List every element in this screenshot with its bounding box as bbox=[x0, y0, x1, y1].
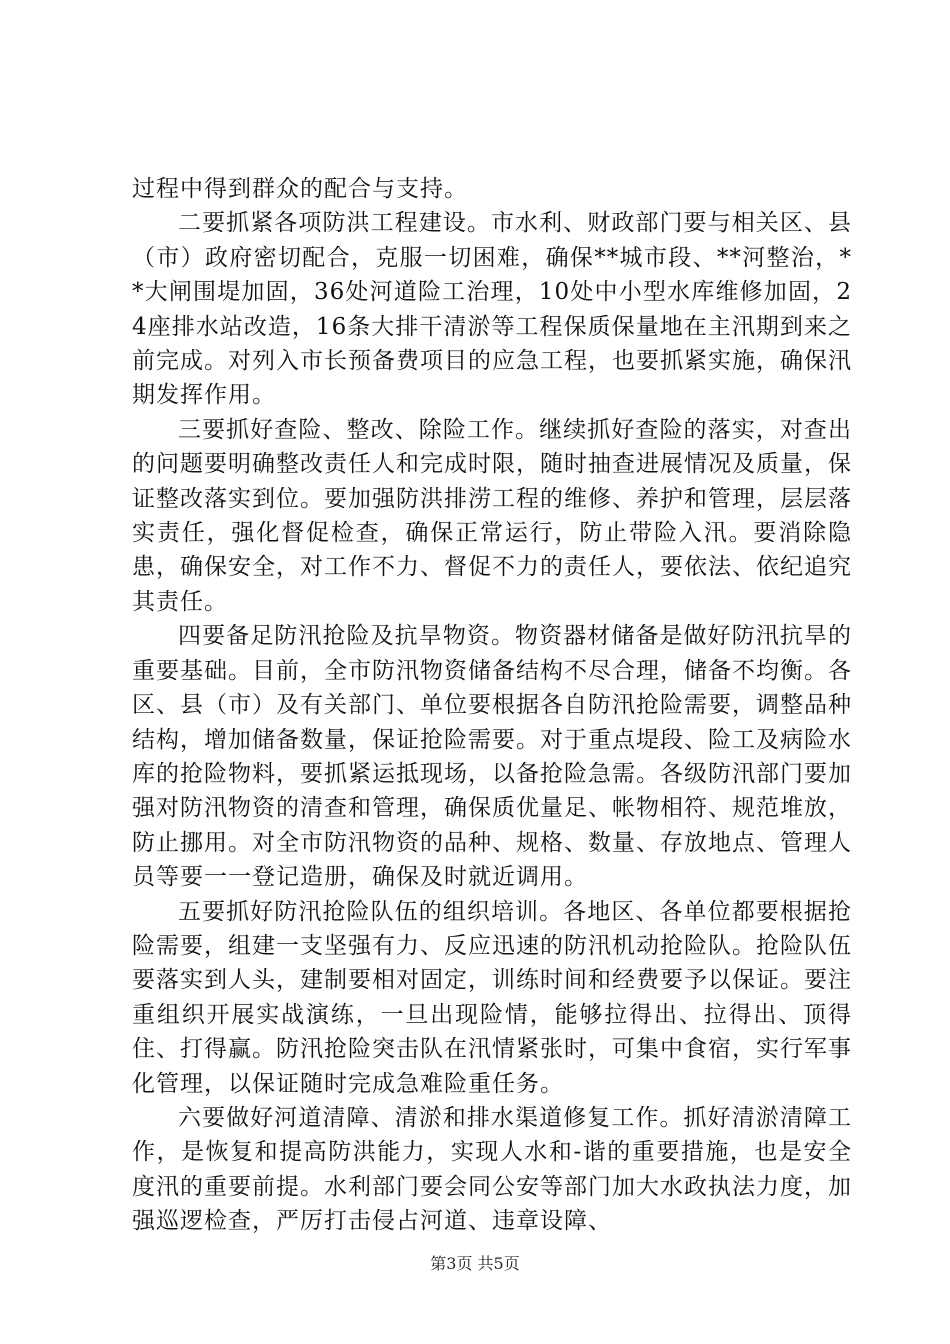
body-text bbox=[132, 172, 852, 1239]
paragraph-2: 二要抓紧各项防洪工程建设。市水利、财政部门要与相关区、县（市）政府密切配合，克服一切困难，确保**城市段、**河整治，**大闸围堤加固，36处河道险工治理，10处中小型水库维修加固，24座排水站改造，16条大排干清淤等工程保质保量地在主汛期到来之前完成。对列入市长预备费项目的应急工程，也要抓紧实施，确保汛期发挥作用。 bbox=[132, 210, 852, 409]
paragraph-5: 五要抓好防汛抢险队伍的组织培训。各地区、各单位都要根据抢险需要，组建一支坚强有力、反应迅速的防汛机动抢险队。抢险队伍要落实到人头，建制要相对固定，训练时间和经费要予以保证。要注重组织开展实战演练，一旦出现险情，能够拉得出、拉得出、顶得住、打得赢。防汛抢险突击队在汛情紧张时，可集中食宿，实行军事化管理，以保证随时完成急难险重任务。 bbox=[132, 898, 852, 1097]
page-footer: 第3页 共5页 bbox=[430, 1254, 520, 1273]
paragraph-1: 过程中得到群众的配合与支持。 bbox=[132, 176, 468, 202]
paragraph-3: 三要抓好查险、整改、除险工作。继续抓好查险的落实，对查出的问题要明确整改责任人和完成时限，随时抽查进展情况及质量，保证整改落实到位。要加强防洪排涝工程的维修、养护和管理，层层落实责任，强化督促检查，确保正常运行，防止带险入汛。要消除隐患，确保安全，对工作不力、督促不力的责任人，要依法、依纪追究其责任。 bbox=[132, 416, 852, 615]
paragraph-4: 四要备足防汛抢险及抗旱物资。物资器材储备是做好防汛抗旱的重要基础。目前，全市防汛物资储备结构不尽合理，储备不均衡。各区、县（市）及有关部门、单位要根据各自防汛抢险需要，调整品种结构，增加储备数量，保证抢险需要。对于重点堤段、险工及病险水库的抢险物料，要抓紧运抵现场，以备抢险急需。各级防汛部门要加强对防汛物资的清查和管理，确保质优量足、帐物相符、规范堆放，防止挪用。对全市防汛物资的品种、规格、数量、存放地点、管理人员等要一一登记造册，确保及时就近调用。 bbox=[132, 623, 852, 891]
paragraph-6: 六要做好河道清障、清淤和排水渠道修复工作。抓好清淤清障工作，是恢复和提高防洪能力，实现人水和-谐的重要措施，也是安全度汛的重要前提。水利部门要会同公安等部门加大水政执法力度，加强巡逻检查，严厉打击侵占河道、违章设障、 bbox=[132, 1104, 852, 1235]
